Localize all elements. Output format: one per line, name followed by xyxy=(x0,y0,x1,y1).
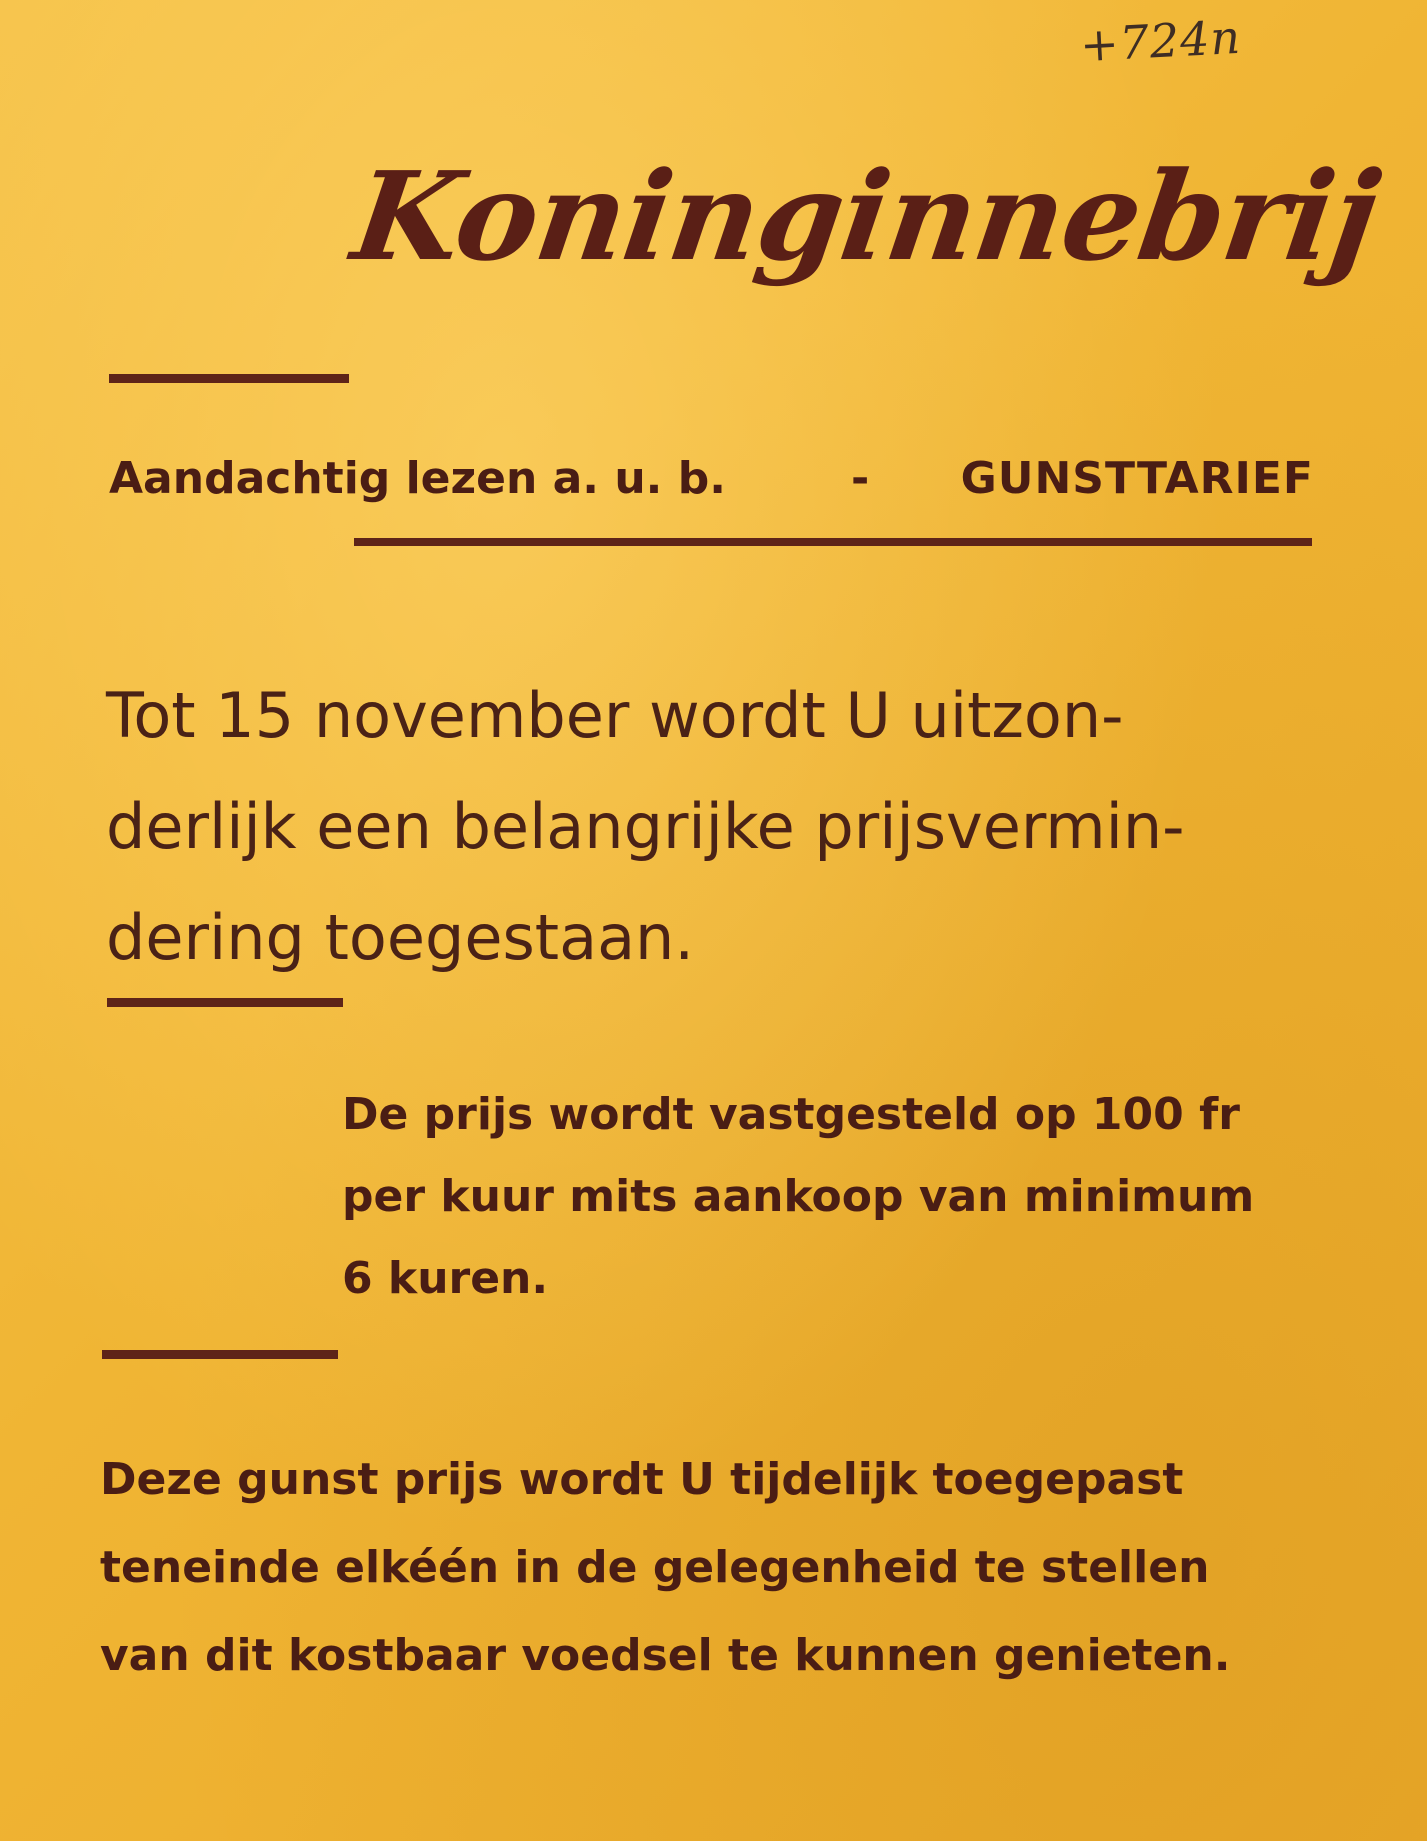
notice-separator: - xyxy=(851,453,870,504)
price-paragraph xyxy=(342,1074,1304,1320)
divider-rule xyxy=(109,374,349,383)
price-line: De prijs wordt vastgesteld op 100 fr xyxy=(342,1089,1240,1140)
divider-rule xyxy=(102,1350,338,1359)
closing-line: teneinde elkéén in de gelegenheid te stellen xyxy=(100,1542,1210,1593)
price-line: per kuur mits aankoop van minimum xyxy=(342,1171,1255,1222)
handwritten-archive-number: +724n xyxy=(1078,9,1243,73)
notice-tariff-label: GUNSTTARIEF xyxy=(960,453,1314,504)
notice-instruction: Aandachtig lezen a. u. b. xyxy=(109,453,726,504)
lead-line: derlijk een belangrijke prijsvermin- xyxy=(106,790,1185,863)
header-underline-rule xyxy=(354,538,1312,546)
price-line: 6 kuren. xyxy=(342,1253,549,1304)
lead-line: Tot 15 november wordt U uitzon- xyxy=(106,679,1124,752)
closing-line: van dit kostbaar voedsel te kunnen genieten. xyxy=(100,1630,1231,1681)
closing-line: Deze gunst prijs wordt U tijdelijk toegepast xyxy=(100,1454,1184,1505)
closing-paragraph xyxy=(100,1436,1310,1700)
divider-rule xyxy=(107,998,343,1007)
lead-paragraph xyxy=(106,660,1321,993)
lead-line: dering toegestaan. xyxy=(106,901,695,974)
brand-title: Koninginnebrij xyxy=(344,144,1387,288)
notice-header xyxy=(109,453,1314,513)
